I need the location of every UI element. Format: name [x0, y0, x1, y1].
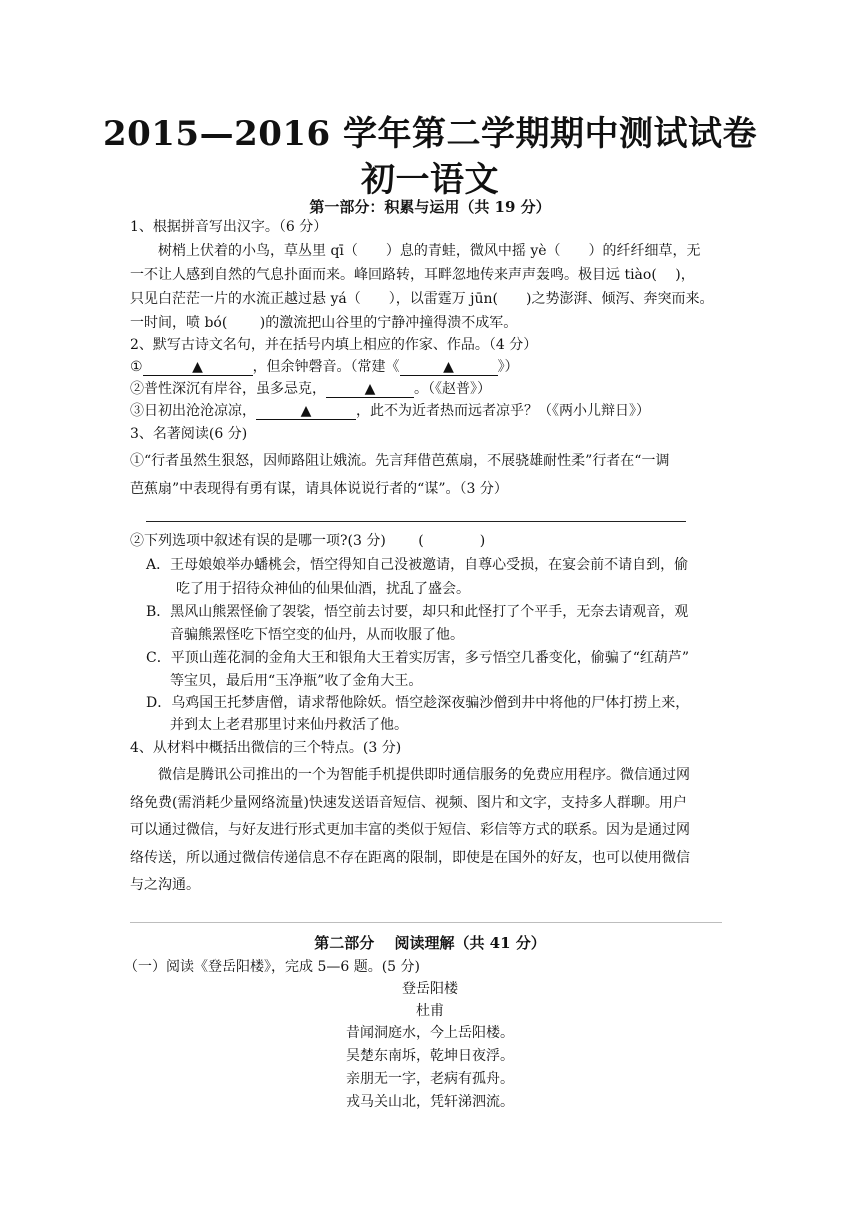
q3-sub1-line: 芭蕉扇”中表现得有勇有谋，请具体说说行者的“谋”。（3 分）	[130, 481, 508, 497]
poem-author: 杜甫	[416, 1003, 444, 1019]
q2-line-text: ，但余钟磬音。（常建《	[252, 359, 400, 375]
poem-line: 昔闻洞庭水，今上岳阳楼。	[346, 1025, 514, 1041]
option-a-line1: A．王母娘娘举办蟠桃会，悟空得知自己没被邀请，自尊心受损，在宴会前不请自到，偷	[146, 557, 689, 573]
fill-blank[interactable]	[143, 359, 253, 376]
q4-material-line: 络传送，所以通过微信传递信息不存在距离的限制，即使是在国外的好友，也可以使用微信	[130, 850, 690, 866]
fill-blank[interactable]	[400, 359, 498, 376]
q2-line-text: ③日初出沧沧凉凉，	[130, 403, 256, 419]
triangle-mark-icon: ▲	[443, 359, 454, 375]
q1-text-line: 只见白茫茫一片的水流正越过悬 yá（ ），以雷霆万 jūn( )之势澎湃、倾泻、奔突而来。	[130, 291, 714, 307]
q2-line-prefix: ①	[130, 359, 143, 375]
section-divider	[130, 922, 722, 923]
part1-title: 第一部分：积累与运用（共 19 分）	[309, 198, 551, 216]
q2-line-3	[130, 400, 650, 422]
option-a-line2: 吃了用于招待众神仙的仙果仙酒，扰乱了盛会。	[176, 581, 470, 597]
poem-line: 戎马关山北，凭轩涕泗流。	[346, 1094, 514, 1110]
answer-line[interactable]	[146, 521, 686, 522]
q2-heading: 2、默写古诗文名句，并在括号内填上相应的作家、作品。（4 分）	[130, 337, 538, 353]
poem-line: 亲朋无一字，老病有孤舟。	[346, 1071, 514, 1087]
part2-intro: （一）阅读《登岳阳楼》，完成 5—6 题。(5 分)	[124, 959, 420, 975]
q3-heading: 3、名著阅读(6 分)	[130, 426, 248, 442]
option-c-line1: C．平顶山莲花洞的金角大王和银角大王着实厉害，多亏悟空几番变化，偷骗了“红葫芦”	[146, 650, 690, 666]
exam-subject: 初一语文	[361, 160, 499, 200]
q2-line-text: ②普性深沉有岸谷，虽多忌克，	[130, 381, 326, 397]
q1-heading: 1、根据拼音写出汉字。（6 分）	[130, 219, 328, 235]
option-c-line2: 等宝贝，最后用“玉净瓶”收了金角大王。	[170, 673, 423, 689]
poem-line: 吴楚东南坼，乾坤日夜浮。	[346, 1048, 514, 1064]
q4-material-line: 与之沟通。	[130, 877, 200, 893]
fill-blank[interactable]	[326, 381, 414, 398]
exam-title: 2015—2016 学年第二学期期中测试试卷	[102, 114, 758, 154]
q3-sub2-heading: ②下列选项中叙述有误的是哪一项?(3 分) ( )	[130, 533, 486, 549]
q4-material-line: 络免费(需消耗少量网络流量)快速发送语音短信、视频、图片和文字，支持多人群聊。用户	[130, 795, 687, 811]
q3-sub1-line: ①“行者虽然生狠怒，因师路阻让娥流。先言拜借芭蕉扇，不展骁雄耐性柔”行者在“一调	[130, 453, 670, 469]
poem-title: 登岳阳楼	[402, 981, 458, 997]
option-d-line1: D．乌鸡国王托梦唐僧，请求帮他除妖。悟空趁深夜骗沙僧到井中将他的尸体打捞上来，	[146, 695, 690, 711]
q1-text-line: 一时间，喷 bó( )的激流把山谷里的宁静冲撞得溃不成军。	[130, 315, 518, 331]
q1-text-line: 一不让人感到自然的气息扑面而来。峰回路转，耳畔忽地传来声声轰鸣。极目远 tiào( )，	[130, 267, 695, 283]
q2-line-1	[130, 356, 519, 378]
q4-material-line: 可以通过微信，与好友进行形式更加丰富的类似于短信、彩信等方式的联系。因为是通过网	[130, 822, 690, 838]
fill-blank[interactable]	[256, 403, 356, 420]
q2-line-2	[130, 378, 491, 400]
q4-material-line: 微信是腾讯公司推出的一个为智能手机提供即时通信服务的免费应用程序。微信通过网	[158, 767, 690, 783]
q1-text-line: 树梢上伏着的小鸟，草丛里 qī（ ）息的青蛙，微风中摇 yè（ ）的纤纤细草，无	[158, 243, 701, 259]
q4-heading: 4、从材料中概括出微信的三个特点。(3 分)	[130, 740, 402, 756]
triangle-mark-icon: ▲	[192, 359, 203, 375]
q2-line-text: 。（《赵普》）	[414, 381, 491, 397]
option-b-line2: 音骗熊罴怪吃下悟空变的仙丹，从而收服了他。	[170, 627, 464, 643]
option-b-line1: B．黑风山熊罴怪偷了袈裟，悟空前去讨要，却只和此怪打了个平手，无奈去请观音，观	[146, 604, 689, 620]
triangle-mark-icon: ▲	[364, 381, 376, 397]
option-d-line2: 并到太上老君那里讨来仙丹救活了他。	[170, 717, 408, 733]
q2-line-text: ，此不为近者热而远者凉乎？（《两小儿辩日》）	[356, 403, 650, 419]
q2-line-text: 》）	[497, 359, 519, 375]
triangle-mark-icon: ▲	[300, 403, 312, 419]
part2-title: 第二部分 阅读理解（共 41 分）	[314, 934, 546, 952]
